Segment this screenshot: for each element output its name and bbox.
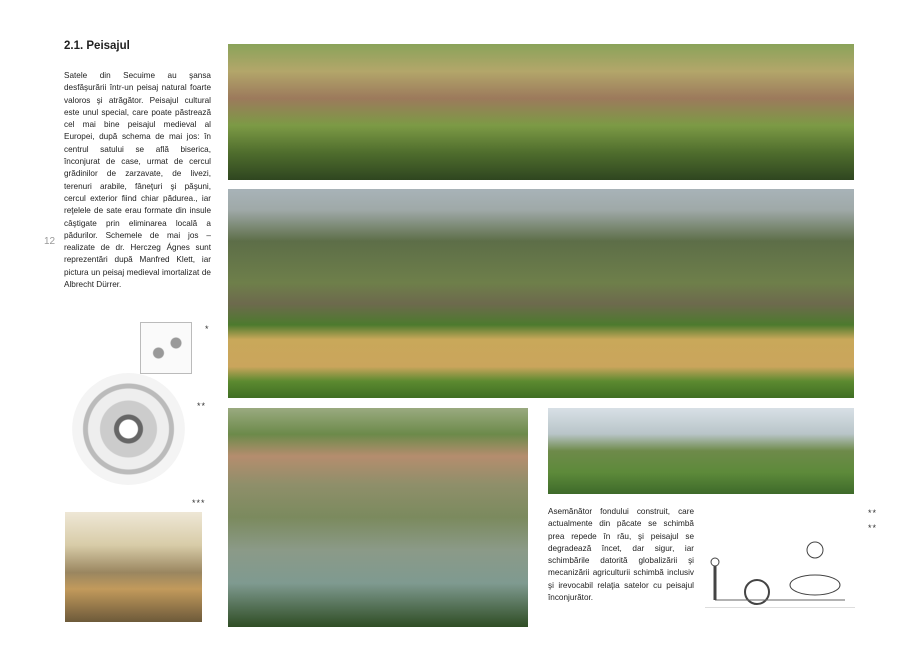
hills-village-photo xyxy=(228,189,854,398)
marker: ** xyxy=(868,523,878,533)
section-title: 2.1. Peisajul xyxy=(64,40,130,52)
terraced-hills-photo xyxy=(548,408,854,494)
medieval-plough-illustration xyxy=(705,530,855,608)
marker: ** xyxy=(868,508,878,518)
marker: ** xyxy=(197,401,207,411)
closing-paragraph: Asemănător fondului construit, care actualmente din păcate se schimbă prea repede în rău, şi peisajul se degradează încet, dar sigur, iar schimbările datorită globalizării şi mecanizării agriculturii schimbă inclusiv şi irevocabil relaţia satelor cu peisajul înconjurător. xyxy=(548,507,694,603)
concentric-village-diagram xyxy=(72,373,185,485)
durer-landscape-painting xyxy=(65,512,202,622)
village-landscape-photo xyxy=(228,44,854,180)
fields-village-photo xyxy=(228,408,528,627)
intro-paragraph: Satele din Secuime au şansa desfăşurării într-un peisaj natural foarte valoros şi atrăgător. Peisajul cultural este unul special, care poate păstrează cel mai bine peisajul medieval al Europei, după schema de mai jos: în centrul satului se află biserica, înconjurat de case, urmat de cercul grădinilor de zarzavate, de livezi, terenuri arabile, fâneţuri şi păşuni, cercul exterior fiind chiar pădurea., iar reţelele de sate erau formate din insule câştigate prin eliminarea locală a pădurilor. Schemele de mai jos –realizate de dr. Herczeg Ágnes sunt reprezentări după Manfred Klett, iar pictura un peisaj medieval imortalizat de Albrecht Dürrer. xyxy=(64,71,211,290)
marker: *** xyxy=(192,498,206,508)
village-cluster-sketch xyxy=(140,322,192,374)
plough-drawing-icon xyxy=(705,530,855,607)
page-number: 12 xyxy=(44,236,56,247)
marker: * xyxy=(205,324,210,334)
